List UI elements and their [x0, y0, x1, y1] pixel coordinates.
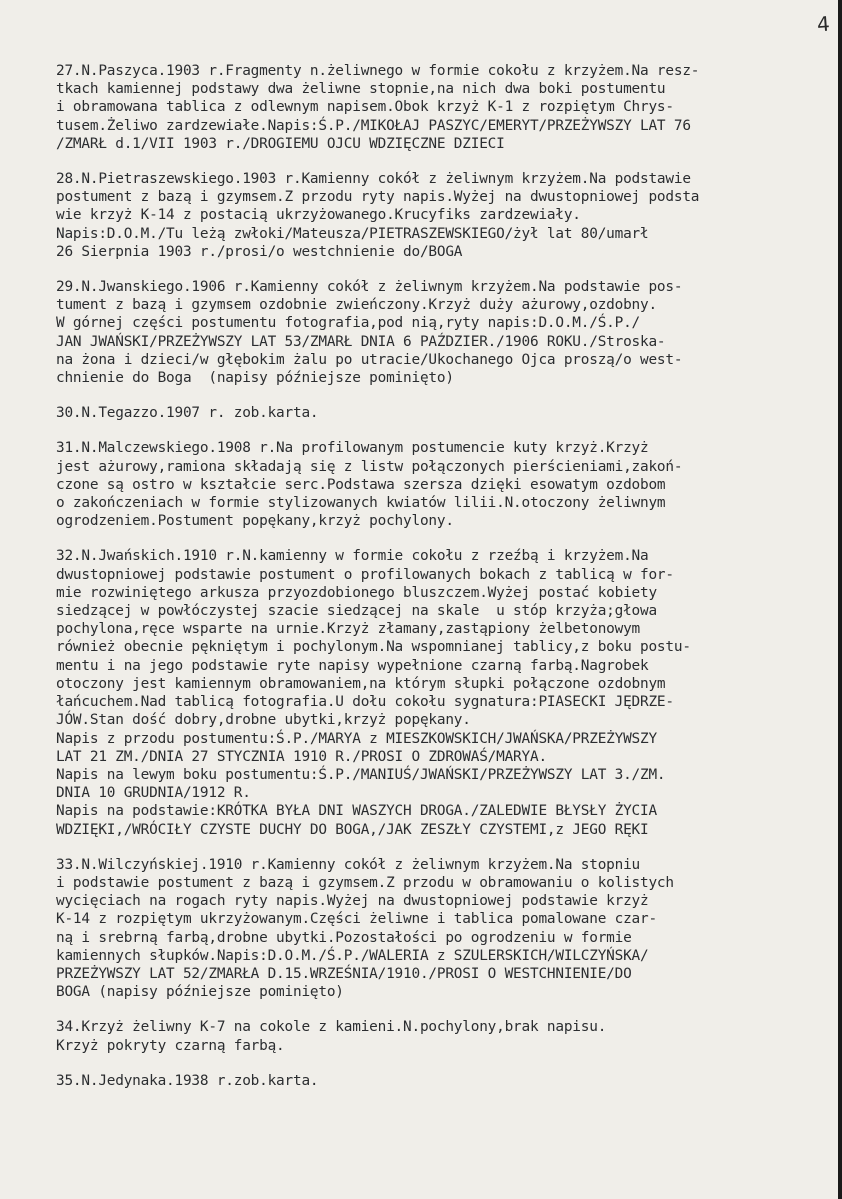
text-line: DNIA 10 GRUDNIA/1912 R. — [56, 785, 251, 802]
text-line: 30.N.Tegazzo.1907 r. zob.karta. — [56, 405, 319, 422]
text-line: pochylona,ręce wsparte na urnie.Krzyż złamany,zastąpiony żelbetonowym — [56, 621, 641, 638]
text-line: BOGA (napisy późniejsze pominięto) — [56, 984, 344, 1001]
text-line: W górnej części postumentu fotografia,pod nią,ryty napis:D.O.M./Ś.P./ — [56, 315, 641, 332]
text-line: 27.N.Paszyca.1903 r.Fragmenty n.żeliwnego w formie cokołu z krzyżem.Na resz- — [56, 63, 700, 79]
text-line: siedzącej w powłóczystej szacie siedzącej na skale u stóp krzyża;głowa — [56, 603, 657, 620]
text-line: tkach kamiennej podstawy dwa żeliwne stopnie,na nich dwa boki postumentu — [56, 81, 666, 98]
text-line: o zakończeniach w formie stylizowanych kwiatów lilii.N.otoczony żeliwnym — [56, 495, 666, 512]
scan-edge — [838, 0, 842, 1199]
text-line: PRZEŻYWSZY LAT 52/ZMARŁA D.15.WRZEŚNIA/1910./PROSI O WESTCHNIENIE/DO — [56, 965, 632, 982]
text-line: 33.N.Wilczyńskiej.1910 r.Kamienny cokół z żeliwnym krzyżem.Na stopniu — [56, 856, 641, 873]
text-line: JÓW.Stan dość dobry,drobne ubytki,krzyż popękany. — [56, 712, 471, 729]
text-line: JAN JWAŃSKI/PRZEŻYWSZY LAT 53/ZMARŁ DNIA 6 PAŹDZIER./1906 ROKU./Stroska- — [56, 333, 666, 350]
entry-32 — [56, 547, 838, 838]
text-line: ną i srebrną farbą,drobne ubytki.Pozostałości po ogrodzeniu w formie — [56, 929, 632, 946]
text-line: K-14 z rozpiętym ukrzyżowanym.Części żeliwne i tablica pomalowane czar- — [56, 911, 657, 928]
text-line: 28.N.Pietraszewskiego.1903 r.Kamienny cokół z żeliwnym krzyżem.Na podstawie — [56, 171, 691, 188]
text-line: Napis na podstawie:KRÓTKA BYŁA DNI WASZYCH DROGA./ZALEDWIE BŁYSŁY ŻYCIA — [56, 803, 657, 820]
entry-35 — [56, 1072, 838, 1090]
text-line: tusem.Żeliwo zardzewiałe.Napis:Ś.P./MIKOŁAJ PASZYC/EMERYT/PRZEŻYWSZY LAT 76 — [56, 117, 691, 134]
text-line: 32.N.Jwańskich.1910 r.N.kamienny w formie cokołu z rzeźbą i krzyżem.Na — [56, 548, 649, 565]
text-line: tument z bazą i gzymsem ozdobnie zwieńczony.Krzyż duży ażurowy,ozdobny. — [56, 297, 657, 314]
text-line: mie rozwiniętego arkusza przyozdobionego bluszczem.Wyżej postać kobiety — [56, 584, 657, 601]
text-line: wycięciach na rogach ryty napis.Wyżej na dwustopniowej podstawie krzyż — [56, 893, 649, 910]
text-line: LAT 21 ZM./DNIA 27 STYCZNIA 1910 R./PROSI O ZDROWAŚ/MARYA. — [56, 748, 547, 765]
text-line: łańcuchem.Nad tablicą fotografia.U dołu cokołu sygnatura:PIASECKI JĘDRZE- — [56, 694, 674, 711]
text-line: jest ażurowy,ramiona składają się z listw połączonych pierścieniami,zakoń- — [56, 458, 683, 475]
text-line: 26 Sierpnia 1903 r./prosi/o westchnienie do/BOGA — [56, 243, 463, 260]
page-number: 4 — [816, 11, 831, 37]
text-line: Krzyż pokryty czarną farbą. — [56, 1037, 285, 1054]
entry-28 — [56, 170, 838, 261]
entry-30 — [56, 404, 838, 422]
text-line: Napis z przodu postumentu:Ś.P./MARYA z MIESZKOWSKICH/JWAŃSKA/PRZEŻYWSZY — [56, 730, 657, 747]
text-line: kamiennych słupków.Napis:D.O.M./Ś.P./WALERIA z SZULERSKICH/WILCZYŃSKA/ — [56, 947, 649, 964]
text-line: otoczony jest kamiennym obramowaniem,na którym słupki połączone ozdobnym — [56, 675, 666, 692]
entry-27 — [56, 62, 838, 153]
text-line: również obecnie pękniętym i pochylonym.Na wspomnianej tablicy,z boku postu- — [56, 639, 691, 656]
text-line: i podstawie postument z bazą i gzymsem.Z przodu w obramowaniu o kolistych — [56, 874, 674, 891]
text-line: /ZMARŁ d.1/VII 1903 r./DROGIEMU OJCU WDZIĘCZNE DZIECI — [56, 135, 505, 152]
entry-33 — [56, 856, 838, 1002]
text-line: mentu i na jego podstawie ryte napisy wypełnione czarną farbą.Nagrobek — [56, 657, 649, 674]
text-line: chnienie do Boga (napisy późniejsze pominięto) — [56, 370, 454, 387]
text-line: dwustopniowej podstawie postument o profilowanych bokach z tablicą w for- — [56, 566, 674, 583]
entries-list — [56, 62, 838, 1107]
text-line: ogrodzeniem.Postument popękany,krzyż pochylony. — [56, 513, 454, 530]
entry-34 — [56, 1018, 838, 1054]
text-line: Napis:D.O.M./Tu leżą zwłoki/Mateusza/PIETRASZEWSKIEGO/żył lat 80/umarł — [56, 225, 649, 242]
text-line: wie krzyż K-14 z postacią ukrzyżowanego.Krucyfiks zardzewiały. — [56, 207, 581, 224]
text-line: czone są ostro w kształcie serc.Podstawa szersza dzięki esowatym ozdobom — [56, 476, 666, 493]
text-line: 35.N.Jedynaka.1938 r.zob.karta. — [56, 1072, 319, 1089]
text-line: 34.Krzyż żeliwny K-7 na cokole z kamieni.N.pochylony,brak napisu. — [56, 1019, 607, 1036]
entry-31 — [56, 439, 838, 530]
text-line: WDZIĘKI,/WRÓCIŁY CZYSTE DUCHY DO BOGA,/JAK ZESZŁY CZYSTEMI,z JEGO RĘKI — [56, 821, 649, 838]
text-line: i obramowana tablica z odlewnym napisem.Obok krzyż K-1 z rozpiętym Chrys- — [56, 99, 674, 116]
text-line: Napis na lewym boku postumentu:Ś.P./MANIUŚ/JWAŃSKI/PRZEŻYWSZY LAT 3./ZM. — [56, 766, 666, 783]
entry-29 — [56, 278, 838, 387]
text-line: 29.N.Jwanskiego.1906 r.Kamienny cokół z żeliwnym krzyżem.Na podstawie pos- — [56, 279, 683, 296]
text-line: postument z bazą i gzymsem.Z przodu ryty napis.Wyżej na dwustopniowej podsta — [56, 189, 700, 206]
text-line: na żona i dzieci/w głębokim żalu po utracie/Ukochanego Ojca proszą/o west- — [56, 351, 683, 368]
text-line: 31.N.Malczewskiego.1908 r.Na profilowanym postumencie kuty krzyż.Krzyż — [56, 440, 649, 457]
